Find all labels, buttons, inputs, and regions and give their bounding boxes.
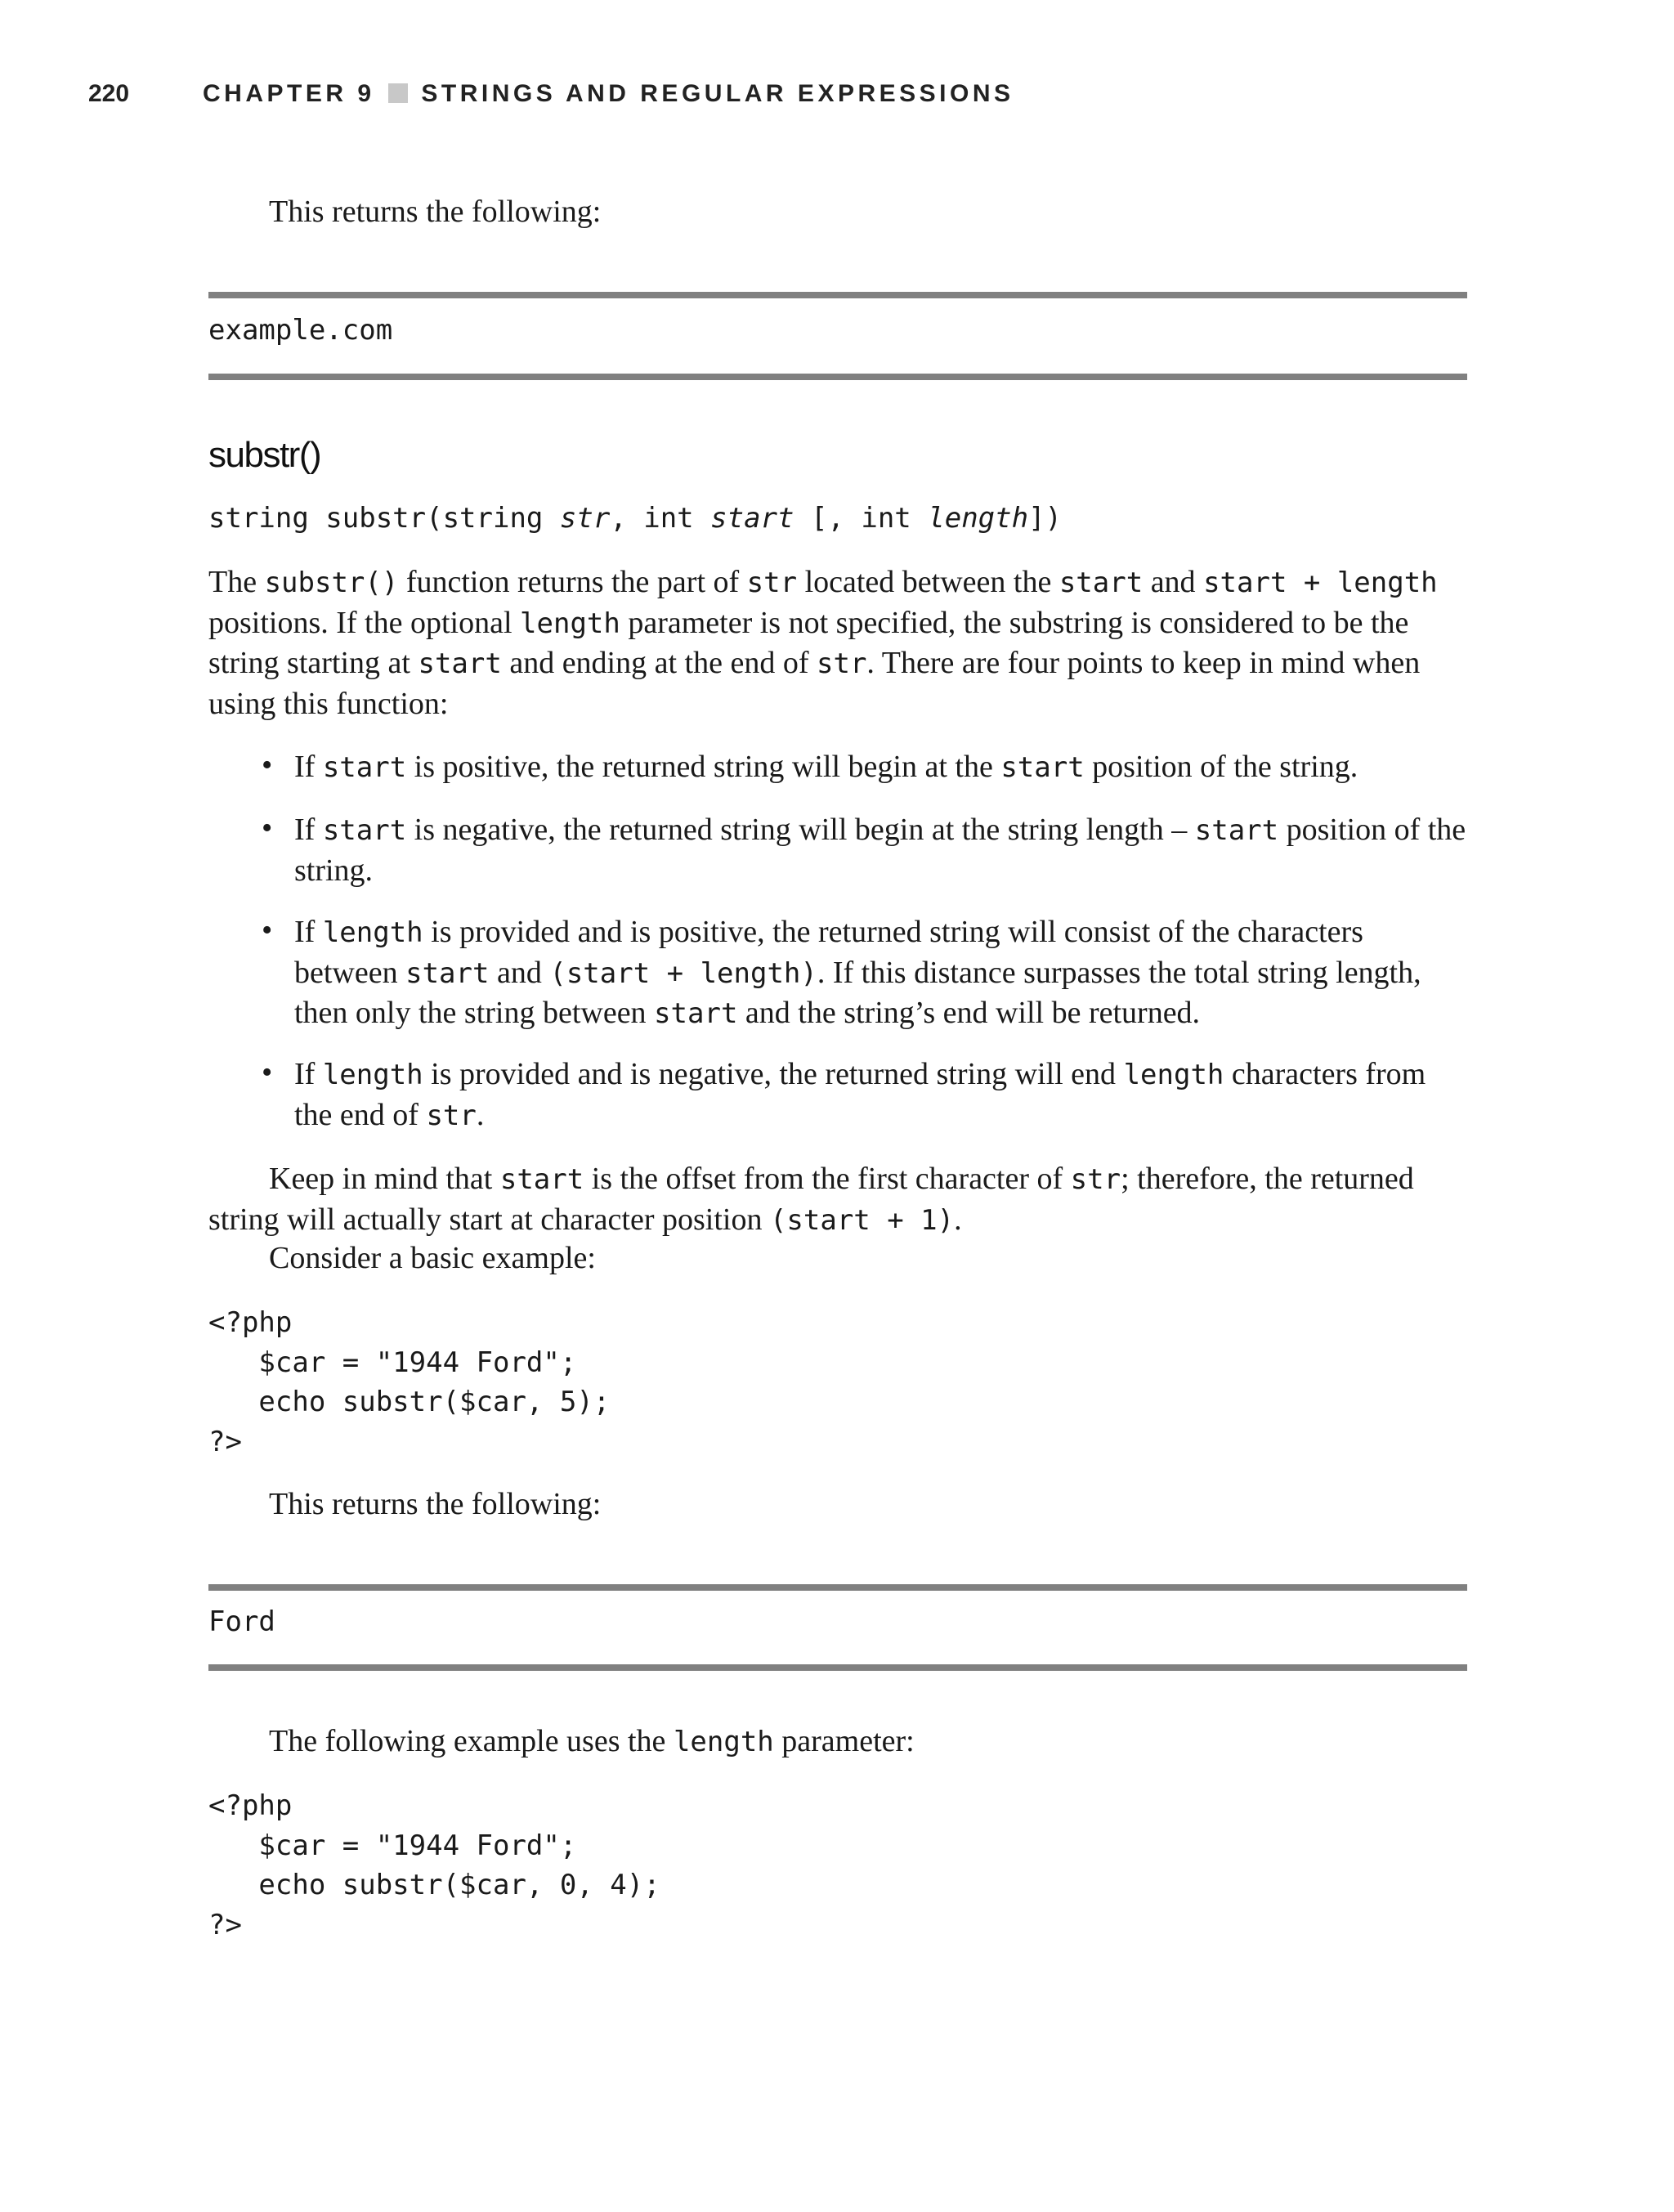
returns-paragraph: This returns the following: <box>269 1487 602 1521</box>
header-square-icon <box>388 83 408 103</box>
intro-paragraph: This returns the following: <box>269 195 602 229</box>
output-rule-top <box>208 292 1467 298</box>
bullet-icon: • <box>262 913 273 947</box>
page-number: 220 <box>88 80 130 107</box>
running-header <box>203 80 1014 108</box>
bullet-text: If length is provided and is positive, the returned string will consist of the characters between start and (start + length). If this distance surpasses the total string length, then only the string between start and the string’s end will be returned. <box>294 915 1421 1030</box>
bullet-icon: • <box>262 1055 273 1090</box>
output-rule-bottom <box>208 1664 1467 1671</box>
output-rule-top <box>208 1584 1467 1591</box>
keep-in-mind-paragraph: Keep in mind that start is the offset from the first character of str; therefore, the returned string will actually start at character position (start + 1). <box>208 1162 1414 1237</box>
chapter-label: CHAPTER 9 <box>203 80 375 107</box>
length-example-paragraph: The following example uses the length parameter: <box>269 1724 915 1758</box>
function-signature: string substr(string str, int start [, int length]) <box>208 502 1063 535</box>
bullet-text: If start is positive, the returned string will begin at the start position of the string. <box>294 750 1358 784</box>
output-ford: Ford <box>208 1605 275 1638</box>
output-example-com: example.com <box>208 314 393 347</box>
section-title: STRINGS AND REGULAR EXPRESSIONS <box>421 80 1014 107</box>
bullet-icon: • <box>262 811 273 845</box>
section-heading: substr() <box>208 435 321 475</box>
bullet-icon: • <box>262 748 273 782</box>
description-paragraph: The substr() function returns the part of str located between the start and start + length positions. If the optional length parameter is not specified, the substring is considered to be the string starting at start and ending at the end of str. There are four points to keep in mind when using this function: <box>208 565 1438 721</box>
code-example-1: <?php $car = "1944 Ford"; echo substr($car, 5); ?> <box>208 1306 611 1458</box>
output-rule-bottom <box>208 374 1467 380</box>
consider-paragraph: Consider a basic example: <box>269 1241 596 1275</box>
bullet-text: If start is negative, the returned string will begin at the string length – start position of the string. <box>294 813 1466 888</box>
bullet-text: If length is provided and is negative, the returned string will end length characters from the end of str. <box>294 1057 1426 1132</box>
code-example-2: <?php $car = "1944 Ford"; echo substr($car, 0, 4); ?> <box>208 1789 660 1941</box>
